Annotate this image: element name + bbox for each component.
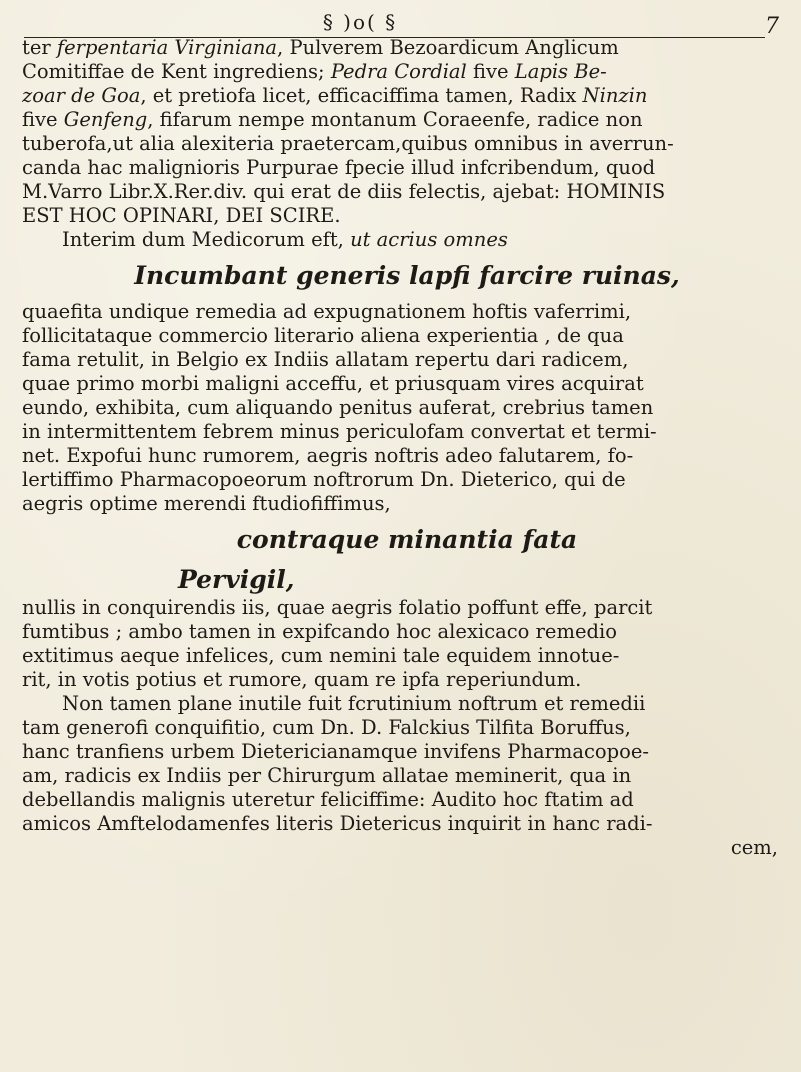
roman-text: Comitiffae de Kent ingrediens; bbox=[22, 60, 331, 83]
roman-text: , fifarum nempe montanum Coraeenfe, radice non bbox=[147, 108, 643, 131]
text-line bbox=[22, 716, 792, 740]
roman-text: fumtibus ; ambo tamen in expifcando hoc alexicaco remedio bbox=[22, 620, 617, 643]
text-line bbox=[22, 84, 792, 108]
roman-text: hanc tranfiens urbem Dietericianamque invifens Pharmacopoe- bbox=[22, 740, 650, 763]
text-line bbox=[22, 812, 792, 836]
text-line bbox=[22, 348, 792, 372]
roman-text: EST HOC OPINARI, DEI SCIRE. bbox=[22, 204, 341, 227]
roman-text: five bbox=[466, 60, 515, 83]
verse-line-3: Pervigil, bbox=[178, 565, 295, 594]
text-line bbox=[22, 740, 792, 764]
text-line bbox=[22, 420, 792, 444]
roman-text: debellandis malignis uteretur feliciffime: Audito hoc ftatim ad bbox=[22, 788, 634, 811]
text-line bbox=[22, 468, 792, 492]
roman-text: quae primo morbi maligni acceffu, et priusquam vires acquirat bbox=[22, 372, 644, 395]
text-line bbox=[22, 324, 792, 348]
roman-text: am, radicis ex Indiis per Chirurgum allatae meminerit, qua in bbox=[22, 764, 632, 787]
catchword: cem, bbox=[730, 836, 778, 859]
roman-text: eundo, exhibita, cum aliquando penitus auferat, crebrius tamen bbox=[22, 396, 654, 419]
roman-text: net. Expofui hunc rumorem, aegris noftris adeo falutarem, fo- bbox=[22, 444, 634, 467]
roman-text: canda hac malignioris Purpurae fpecie illud infcribendum, quod bbox=[22, 156, 656, 179]
text-line bbox=[22, 644, 792, 668]
roman-text: Non tamen plane inutile fuit fcrutinium noftrum et remedii bbox=[62, 692, 646, 715]
roman-text: rit, in votis potius et rumore, quam re ipfa reperiundum. bbox=[22, 668, 582, 691]
roman-text: five bbox=[22, 108, 64, 131]
italic-text: Genfeng bbox=[63, 108, 148, 131]
roman-text: tuberofa,ut alia alexiteria praetercam,quibus omnibus in averrun- bbox=[22, 132, 674, 155]
paragraph-block-2 bbox=[22, 300, 792, 516]
verse-line-1: Incumbant generis lapfi farcire ruinas, bbox=[134, 261, 680, 290]
text-line bbox=[22, 60, 792, 84]
roman-text: ter bbox=[22, 36, 57, 59]
text-line bbox=[22, 108, 792, 132]
verse-line-2: contraque minantia fata bbox=[236, 525, 578, 554]
italic-text: zoar de Goa bbox=[22, 84, 141, 107]
text-line bbox=[22, 764, 792, 788]
roman-text: tam generofi conquifitio, cum Dn. D. Falckius Tilfita Boruffus, bbox=[22, 716, 631, 739]
roman-text: , et pretiofa licet, efficaciffima tamen, Radix bbox=[140, 84, 583, 107]
roman-text: Interim dum Medicorum eft, bbox=[62, 228, 351, 251]
roman-text: follicitataque commercio literario aliena experientia , de qua bbox=[22, 324, 624, 347]
body-text bbox=[22, 36, 792, 860]
text-line bbox=[22, 372, 792, 396]
header-ornament: § )o( § bbox=[322, 10, 398, 34]
roman-text: M.Varro Libr.X.Rer.div. qui erat de diis felectis, ajebat: HOMINIS bbox=[22, 180, 666, 203]
text-line bbox=[22, 228, 792, 252]
italic-text: ut acrius omnes bbox=[350, 228, 508, 251]
italic-text: Lapis Be- bbox=[514, 60, 607, 83]
roman-text: , Pulverem Bezoardicum Anglicum bbox=[277, 36, 619, 59]
paragraph-block-1 bbox=[22, 36, 792, 252]
roman-text: lertiffimo Pharmacopoeorum noftrorum Dn. Dieterico, qui de bbox=[22, 468, 626, 491]
italic-text: Ninzin bbox=[582, 84, 648, 107]
italic-text: Pedra Cordial bbox=[330, 60, 467, 83]
text-line bbox=[22, 204, 792, 228]
italic-text: ferpentaria Virginiana bbox=[56, 36, 278, 59]
roman-text: amicos Amftelodamenfes literis Dietericus inquirit in hanc radi- bbox=[22, 812, 653, 835]
text-line bbox=[22, 156, 792, 180]
roman-text: fama retulit, in Belgio ex Indiis allatam repertu dari radicem, bbox=[22, 348, 629, 371]
text-line bbox=[22, 668, 792, 692]
roman-text: aegris optime merendi ftudiofiffimus, bbox=[22, 492, 391, 515]
page-number: 7 bbox=[765, 14, 779, 39]
text-line bbox=[22, 36, 792, 60]
roman-text: quaefita undique remedia ad expugnationem hoftis vaferrimi, bbox=[22, 300, 632, 323]
text-line bbox=[22, 788, 792, 812]
text-line bbox=[22, 692, 792, 716]
roman-text: extitimus aeque infelices, cum nemini tale equidem innotue- bbox=[22, 644, 620, 667]
text-line bbox=[22, 132, 792, 156]
text-line bbox=[22, 180, 792, 204]
text-line bbox=[22, 396, 792, 420]
roman-text: nullis in conquirendis iis, quae aegris folatio poffunt effe, parcit bbox=[22, 596, 653, 619]
text-line bbox=[22, 300, 792, 324]
text-line bbox=[22, 492, 792, 516]
text-line bbox=[22, 444, 792, 468]
roman-text: in intermittentem febrem minus periculofam convertat et termi- bbox=[22, 420, 657, 443]
text-line bbox=[22, 596, 792, 620]
text-line bbox=[22, 620, 792, 644]
paragraph-block-3 bbox=[22, 596, 792, 836]
running-head bbox=[0, 8, 801, 39]
